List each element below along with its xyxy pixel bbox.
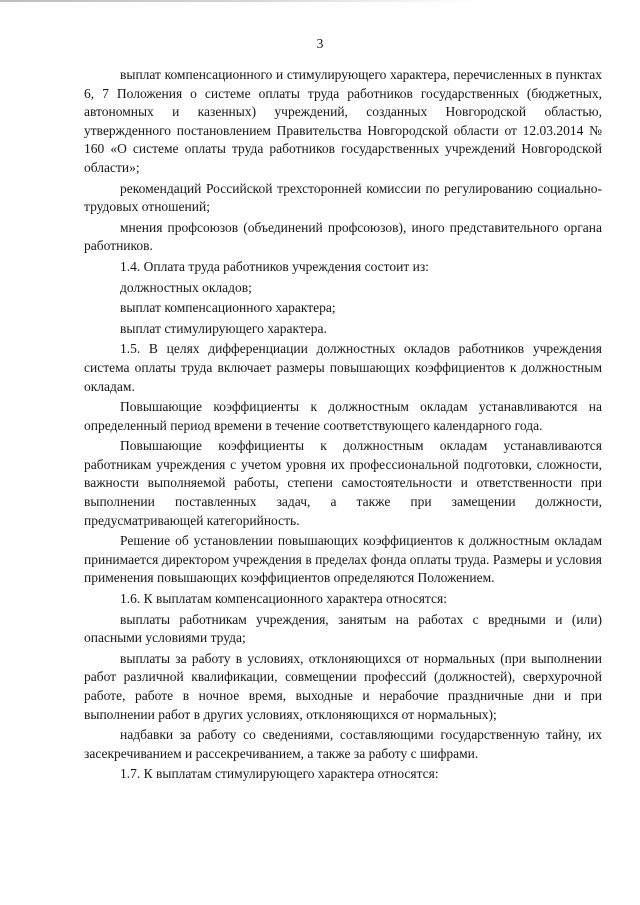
section-heading: 1.6. К выплатам компенсационного характера относятся: xyxy=(120,591,447,607)
scan-edge xyxy=(0,0,640,2)
paragraph: Повышающие коэффициенты к должностным окладам устанавливаются на определенный период времени в течение соответствующего календарного года. xyxy=(84,399,602,433)
section-heading: 1.5. В целях дифференциации должностных окладов работников учреждения система оплаты труда включает размеры повышающих коэффициентов к должностным окладам. xyxy=(84,341,602,394)
list-item: выплат компенсационного характера; xyxy=(120,300,336,316)
list-item: выплаты работникам учреждения, занятым на работах с вредными и (или) опасными условиями труда; xyxy=(84,611,602,646)
paragraph: Решение об установлении повышающих коэффициентов к должностным окладам принимается директором учреждения в пределах фонда оплаты труда. Размеры и условия применения повышающих коэффициентов определяются Положением. xyxy=(84,533,602,586)
section-heading: 1.4. Оплата труда работников учреждения состоит из: xyxy=(120,258,429,274)
list-item: выплаты за работу в условиях, отклоняющихся от нормальных (при выполнении работ различной квалификации, совмещении профессий (должностей), сверхурочной работе, работе в ночное время, выходные и нерабочие праздничные дни и при выполнении работ в других условиях, отклоняющихся от нормальных); xyxy=(84,650,602,722)
paragraph: рекомендаций Российской трехсторонней комиссии по регулированию социально-трудовых отношений; xyxy=(84,180,602,215)
list-item: надбавки за работу со сведениями, составляющими государственную тайну, их засекречиванием и рассекречиванием, а также за работу с шифрами. xyxy=(84,727,602,761)
section-heading: 1.7. К выплатам стимулирующего характера относятся: xyxy=(120,766,439,782)
paragraph: Повышающие коэффициенты к должностным окладам устанавливаются работникам учреждения с учетом уровня их профессиональной подготовки, сложности, важности выполняемой работы, степени самостоятельности и ответственности при выполнении поставленных задач, а также при замещении должности, предусматривающей категорийность. xyxy=(84,438,602,528)
list-item: выплат стимулирующего характера. xyxy=(120,320,327,336)
document-body xyxy=(84,66,602,786)
paragraph: мнения профсоюзов (объединений профсоюзов), иного представительного органа работников. xyxy=(84,219,602,254)
paragraph: выплат компенсационного и стимулирующего характера, перечисленных в пунктах 6, 7 Положения о системе оплаты труда работников государственных (бюджетных, автономных и казенных) учреждений, созданных Новгородской областью, утвержденного постановлением Правительства Новгородской области от 12.03.2014 № 160 «О системе оплаты труда работников государственных учреждений Новгородской области»; xyxy=(84,67,602,175)
page-number: 3 xyxy=(316,36,324,51)
list-item: должностных окладов; xyxy=(120,279,252,295)
